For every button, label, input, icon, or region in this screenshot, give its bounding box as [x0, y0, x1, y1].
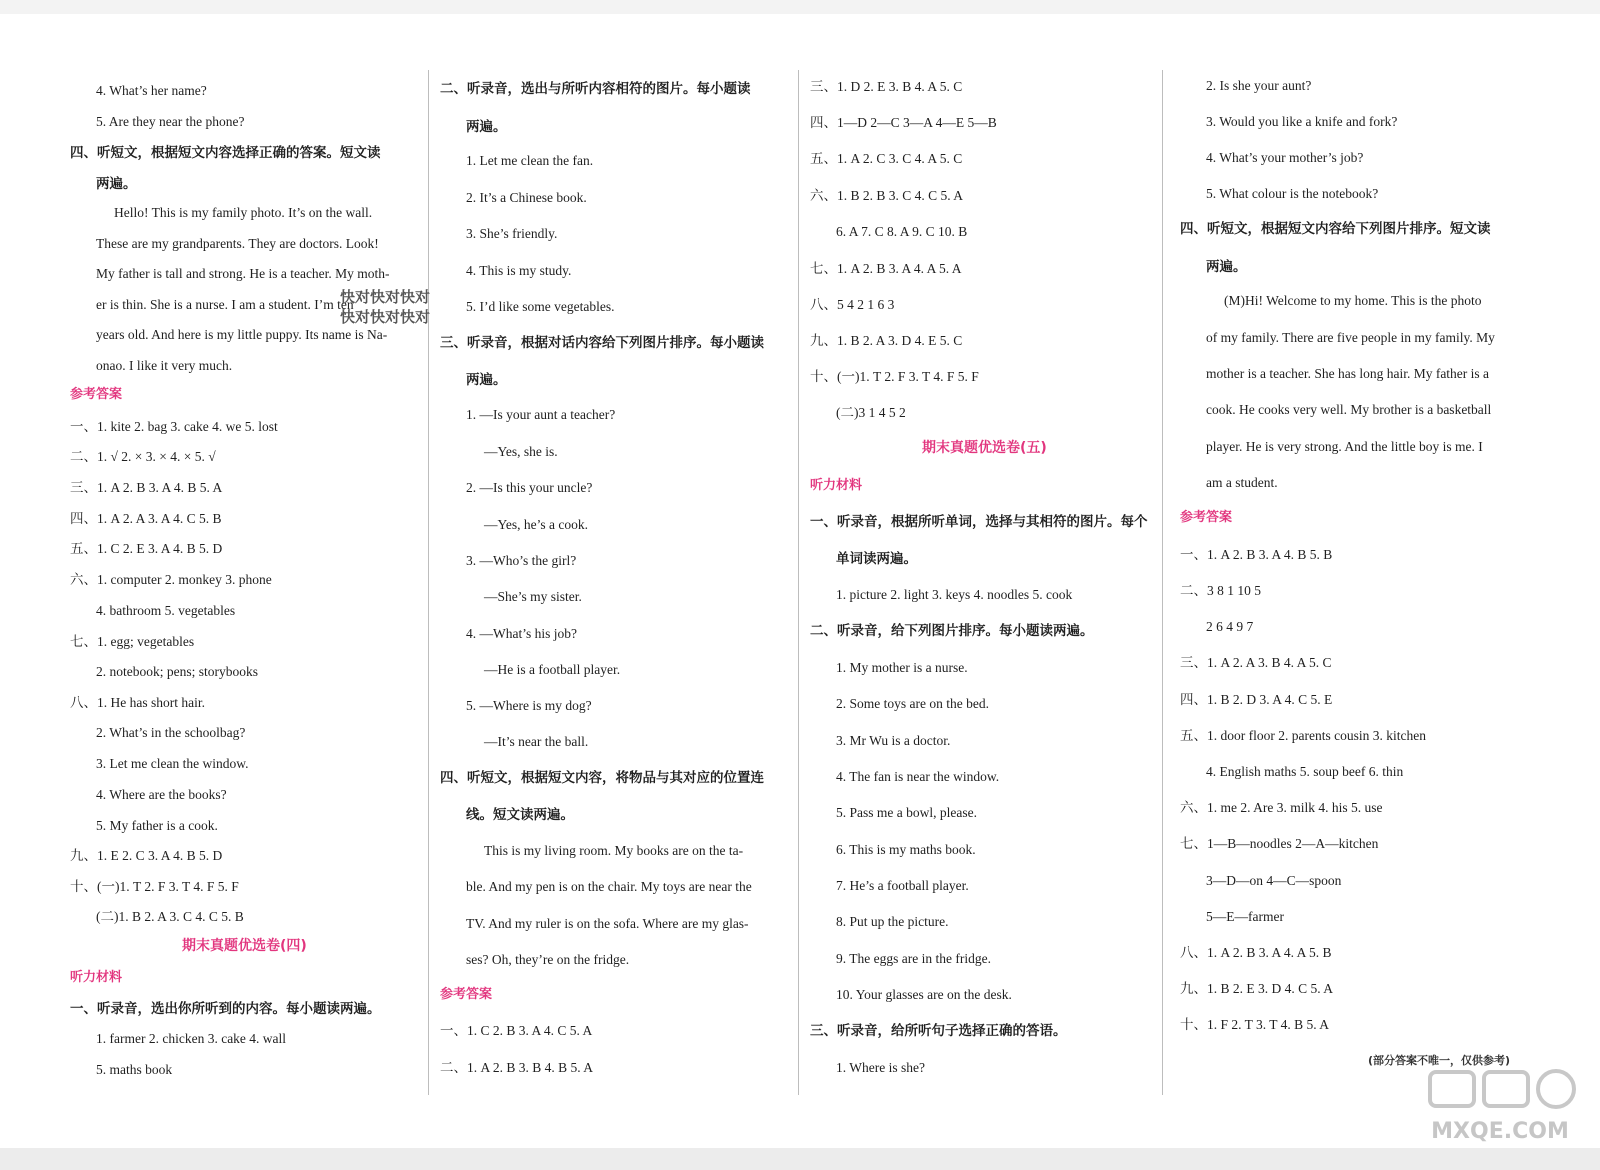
answer-line: 4. English maths 5. soup beef 6. thin	[1206, 764, 1404, 779]
scan-top-edge	[0, 0, 1600, 14]
passage-line: cook. He cooks very well. My brother is a basketball	[1206, 402, 1492, 417]
answer-line: 六、1. computer 2. monkey 3. phone	[70, 572, 272, 587]
passage-line: This is my living room. My books are on the ta-	[484, 843, 744, 858]
answer-line: 4. bathroom 5. vegetables	[96, 603, 236, 618]
dialogue-line: —Yes, he’s a cook.	[484, 517, 588, 532]
answer-line: 2. notebook; pens; storybooks	[96, 664, 258, 679]
answer-line: 十、(一)1. T 2. F 3. T 4. F 5. F	[70, 879, 239, 894]
section-heading: 两遍。	[96, 176, 137, 192]
answer-line: 九、1. E 2. C 3. A 4. B 5. D	[70, 848, 223, 863]
answer-line: 四、1—D 2—C 3—A 4—E 5—B	[810, 115, 997, 130]
section-heading: 三、听录音，根据对话内容给下列图片排序。每小题读	[440, 335, 764, 351]
answer-line: 九、1. B 2. E 3. D 4. C 5. A	[1180, 981, 1334, 996]
text-line: 3. She’s friendly.	[466, 226, 558, 241]
answer-line: 一、1. kite 2. bag 3. cake 4. we 5. lost	[70, 419, 278, 434]
passage-line: These are my grandparents. They are doctors. Look!	[96, 236, 379, 251]
column-3	[810, 72, 1170, 1110]
answer-line: 2. What’s in the schoolbag?	[96, 725, 246, 740]
site-logo	[1410, 1066, 1590, 1146]
text-line: 4. What’s her name?	[96, 83, 207, 98]
text-line: 5. Are they near the phone?	[96, 114, 245, 129]
passage-line: My father is tall and strong. He is a teacher. My moth-	[96, 266, 390, 281]
passage-line: am a student.	[1206, 475, 1278, 490]
answer-line: 五、1. C 2. E 3. A 4. B 5. D	[70, 541, 223, 556]
text-line: 4. The fan is near the window.	[836, 769, 1000, 784]
answer-line: 一、1. A 2. B 3. A 4. B 5. B	[1180, 547, 1333, 562]
answer-line: 六、1. B 2. B 3. C 4. C 5. A	[810, 188, 964, 203]
answer-line: 九、1. B 2. A 3. D 4. E 5. C	[810, 333, 963, 348]
section-heading: 两遍。	[466, 372, 507, 388]
answer-line: 七、1—B—noodles 2—A—kitchen	[1180, 836, 1379, 851]
passage-line: (M)Hi! Welcome to my home. This is the photo	[1224, 293, 1482, 308]
dialogue-line: —Yes, she is.	[484, 444, 558, 459]
exam-title: 期末真题优选卷(四)	[182, 938, 307, 954]
text-line: 5. What colour is the notebook?	[1206, 186, 1379, 201]
section-heading: 三、听录音，给所听句子选择正确的答语。	[810, 1023, 1067, 1039]
answer-line: 十、1. F 2. T 3. T 4. B 5. A	[1180, 1017, 1330, 1032]
text-line: 5. Pass me a bowl, please.	[836, 805, 977, 820]
answer-key-label: 参考答案	[440, 987, 493, 1002]
text-line: 5. I’d like some vegetables.	[466, 299, 615, 314]
passage-line: onao. I like it very much.	[96, 358, 233, 373]
exam-title: 期末真题优选卷(五)	[922, 440, 1047, 456]
column-1	[70, 72, 422, 1110]
listening-material-label: 听力材料	[810, 478, 863, 493]
dialogue-line: 4. —What’s his job?	[466, 626, 577, 641]
passage-line: Hello! This is my family photo. It’s on the wall.	[114, 205, 373, 220]
text-line: 10. Your glasses are on the desk.	[836, 987, 1012, 1002]
passage-line: player. He is very strong. And the little boy is me. I	[1206, 439, 1483, 454]
section-heading: 四、听短文，根据短文内容给下列图片排序。短文读	[1180, 221, 1491, 237]
column-divider	[428, 70, 429, 1095]
answer-line: 3. Let me clean the window.	[96, 756, 249, 771]
listening-material-label: 听力材料	[70, 970, 123, 985]
footnote: (部分答案不唯一，仅供参考)	[1368, 1054, 1511, 1067]
answer-line: 十、(一)1. T 2. F 3. T 4. F 5. F	[810, 369, 979, 384]
text-line: 1. farmer 2. chicken 3. cake 4. wall	[96, 1031, 287, 1046]
dialogue-line: 3. —Who’s the girl?	[466, 553, 577, 568]
dialogue-line: —It’s near the ball.	[484, 734, 589, 749]
answer-line: 6. A 7. C 8. A 9. C 10. B	[836, 224, 968, 239]
answer-line: 3—D—on 4—C—spoon	[1206, 873, 1342, 888]
answer-line: 四、1. A 2. A 3. A 4. C 5. B	[70, 511, 222, 526]
dialogue-line: 2. —Is this your uncle?	[466, 480, 593, 495]
dialogue-line: —She’s my sister.	[484, 589, 582, 604]
section-heading: 一、听录音，根据所听单词，选择与其相符的图片。每个	[810, 514, 1148, 530]
column-4	[1180, 72, 1542, 1110]
answer-line: 五、1. door floor 2. parents cousin 3. kitchen	[1180, 728, 1426, 743]
section-heading: 二、听录音，给下列图片排序。每小题读两遍。	[810, 623, 1094, 639]
text-line: 2. Some toys are on the bed.	[836, 696, 989, 711]
section-heading: 一、听录音，选出你所听到的内容。每小题读两遍。	[70, 1001, 381, 1017]
passage-line: TV. And my ruler is on the sofa. Where are my glas-	[466, 916, 749, 931]
logo-mark-icon	[1410, 1066, 1590, 1146]
text-line: 5. maths book	[96, 1062, 173, 1077]
text-line: 2. It’s a Chinese book.	[466, 190, 587, 205]
dialogue-line: 1. —Is your aunt a teacher?	[466, 407, 616, 422]
answer-line: 4. Where are the books?	[96, 787, 227, 802]
answer-line: 六、1. me 2. Are 3. milk 4. his 5. use	[1180, 800, 1383, 815]
watermark-line: 快对快对快对	[340, 288, 431, 306]
answer-line: 八、5 4 2 1 6 3	[810, 297, 895, 312]
section-heading: 两遍。	[466, 119, 507, 135]
text-line: 1. Where is she?	[836, 1060, 925, 1075]
answer-line: 一、1. C 2. B 3. A 4. C 5. A	[440, 1023, 593, 1038]
answer-line: 二、1. A 2. B 3. B 4. B 5. A	[440, 1060, 594, 1075]
answer-line: 七、1. A 2. B 3. A 4. A 5. A	[810, 261, 962, 276]
text-line: 9. The eggs are in the fridge.	[836, 951, 991, 966]
passage-line: er is thin. She is a nurse. I am a student. I’m ten	[96, 297, 354, 312]
answer-key-label: 参考答案	[70, 387, 123, 402]
text-line: 4. This is my study.	[466, 263, 572, 278]
passage-line: of my family. There are five people in my family. My	[1206, 330, 1495, 345]
answer-line: 二、3 8 1 10 5	[1180, 583, 1261, 598]
answer-line: 2 6 4 9 7	[1206, 619, 1254, 634]
answer-line: 5. My father is a cook.	[96, 818, 218, 833]
answer-line: 八、1. He has short hair.	[70, 695, 205, 710]
text-line: 3. Mr Wu is a doctor.	[836, 733, 951, 748]
answer-line: 三、1. A 2. A 3. B 4. A 5. C	[1180, 655, 1332, 670]
dialogue-line: —He is a football player.	[484, 662, 621, 677]
column-2	[440, 72, 800, 1110]
watermark-text	[340, 287, 450, 327]
passage-line: ses? Oh, they’re on the fridge.	[466, 952, 630, 967]
scan-bottom-edge	[0, 1148, 1600, 1170]
section-heading: 两遍。	[1206, 259, 1247, 275]
answer-line: 5—E—farmer	[1206, 909, 1284, 924]
watermark-line: 快对快对快对	[340, 308, 431, 326]
answer-line: 三、1. D 2. E 3. B 4. A 5. C	[810, 79, 963, 94]
text-line: 7. He’s a football player.	[836, 878, 969, 893]
text-line: 2. Is she your aunt?	[1206, 78, 1312, 93]
passage-line: years old. And here is my little puppy. Its name is Na-	[96, 327, 388, 342]
dialogue-line: 5. —Where is my dog?	[466, 698, 592, 713]
text-line: 8. Put up the picture.	[836, 914, 949, 929]
answer-line: (二)1. B 2. A 3. C 4. C 5. B	[96, 909, 244, 924]
section-heading: 四、听短文，根据短文内容，将物品与其对应的位置连	[440, 770, 764, 786]
text-line: 3. Would you like a knife and fork?	[1206, 114, 1398, 129]
answer-key-label: 参考答案	[1180, 510, 1233, 525]
logo-text: MXQE.COM	[1431, 1119, 1569, 1144]
section-heading: 单词读两遍。	[836, 551, 917, 567]
answer-line: 三、1. A 2. B 3. A 4. B 5. A	[70, 480, 223, 495]
answer-line: 八、1. A 2. B 3. A 4. A 5. B	[1180, 945, 1332, 960]
answer-line: 四、1. B 2. D 3. A 4. C 5. E	[1180, 692, 1333, 707]
passage-line: mother is a teacher. She has long hair. My father is a	[1206, 366, 1490, 381]
section-heading: 二、听录音，选出与所听内容相符的图片。每小题读	[440, 81, 751, 97]
text-line: 1. picture 2. light 3. keys 4. noodles 5. cook	[836, 587, 1073, 602]
answer-line: (二)3 1 4 5 2	[836, 405, 906, 420]
text-line: 1. Let me clean the fan.	[466, 153, 594, 168]
text-line: 1. My mother is a nurse.	[836, 660, 968, 675]
answer-line: 二、1. √ 2. × 3. × 4. × 5. √	[70, 449, 216, 464]
section-heading: 线。短文读两遍。	[466, 807, 574, 823]
section-heading: 四、听短文，根据短文内容选择正确的答案。短文读	[70, 145, 381, 161]
text-line: 4. What’s your mother’s job?	[1206, 150, 1364, 165]
answer-line: 七、1. egg; vegetables	[70, 634, 195, 649]
answer-line: 五、1. A 2. C 3. C 4. A 5. C	[810, 151, 963, 166]
passage-line: ble. And my pen is on the chair. My toys are near the	[466, 879, 752, 894]
text-line: 6. This is my maths book.	[836, 842, 976, 857]
